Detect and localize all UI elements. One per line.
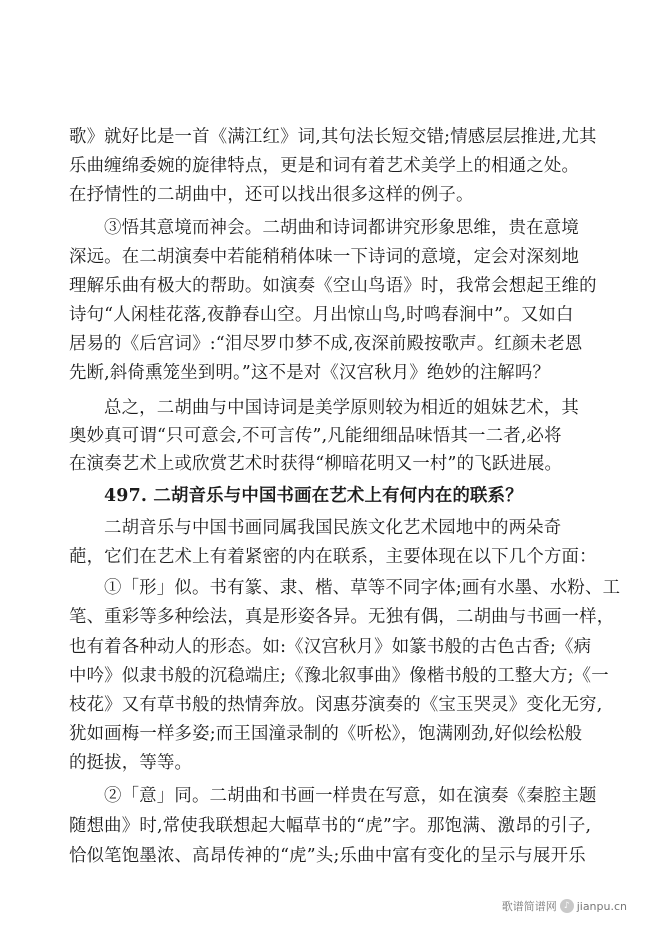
question-heading: 497. 二胡音乐与中国书画在艺术上有何内在的联系？ (104, 486, 523, 506)
text-line: 先断,斜倚熏笼坐到明。”这不是对《汉宫秋月》绝妙的注解吗？ (69, 363, 551, 383)
text-line: 在演奏艺术上或欣赏艺术时获得“柳暗花明又一村”的飞跃进展。 (69, 454, 563, 474)
watermark-text: 歌谱简谱网 (501, 900, 557, 913)
text-line: 葩，它们在艺术上有着紧密的内在联系，主要体现在以下几个方面： (69, 547, 597, 567)
paragraph-start-line: 总之，二胡曲与中国诗词是美学原则较为相近的姐妹艺术，其 (104, 398, 579, 418)
text-line: 笔、重彩等多种绘法，真是形姿各异。无独有偶，二胡曲与书画一样， (69, 607, 615, 627)
text-line: 也有着各种动人的形态。如:《汉宫秋月》如篆书般的古色古香;《病 (69, 637, 592, 657)
text-line: 的挺拔，等等。 (69, 753, 193, 773)
music-note-icon: ♪ (560, 899, 574, 913)
paragraph-start-line: ②「意」同。二胡曲和书画一样贵在写意，如在演奏《秦腔主题 (104, 786, 597, 806)
watermark-url: jianpu.cn (576, 899, 627, 913)
text-line: 恰似笔饱墨浓、高昂传神的“虎”头;乐曲中富有变化的呈示与展开乐 (69, 846, 586, 866)
text-line: 歌》就好比是一首《满江红》词,其句法长短交错;情感层层推进,尤其 (69, 127, 597, 147)
paragraph-start-line: ①「形」似。书有篆、隶、楷、草等不同字体;画有水墨、水粉、工 (104, 578, 621, 598)
text-line: 诗句“人闲桂花落,夜静春山空。月出惊山鸟,时鸣春涧中”。又如白 (69, 305, 574, 325)
text-line: 中吟》似隶书般的沉稳端庄;《豫北叙事曲》像楷书般的工整大方;《一 (69, 666, 609, 686)
text-line: 居易的《后宫词》:“泪尽罗巾梦不成,夜深前殿按歌声。红颜未老恩 (69, 334, 583, 354)
text-line: 犹如画梅一样多姿;而王国潼录制的《听松》，饱满刚劲,好似绘松般 (69, 724, 583, 744)
text-line: 枝花》又有草书般的热情奔放。闵惠芬演奏的《宝玉哭灵》变化无穷, (69, 695, 603, 715)
text-line: 理解乐曲有极大的帮助。如演奏《空山鸟语》时，我常会想起王维的 (69, 276, 597, 296)
site-watermark (502, 898, 627, 914)
text-line: 乐曲缠绵委婉的旋律特点，更是和词有着艺术美学上的相通之处。 (69, 156, 580, 176)
text-line: 奥妙真可谓“只可意会,不可言传”,凡能细细品味悟其一二者,必将 (69, 426, 562, 446)
paragraph-start-line: ③悟其意境而神会。二胡曲和诗词都讲究形象思维，贵在意境 (104, 218, 579, 238)
text-line: 随想曲》时,常使我联想起大幅草书的“虎”字。那饱满、激昂的引子, (69, 816, 592, 836)
paragraph-start-line: 二胡音乐与中国书画同属我国民族文化艺术园地中的两朵奇 (104, 518, 562, 538)
text-line: 深远。在二胡演奏中若能稍稍体味一下诗词的意境，定会对深刻地 (69, 247, 580, 267)
text-line: 在抒情性的二胡曲中，还可以找出很多这样的例子。 (69, 185, 474, 205)
